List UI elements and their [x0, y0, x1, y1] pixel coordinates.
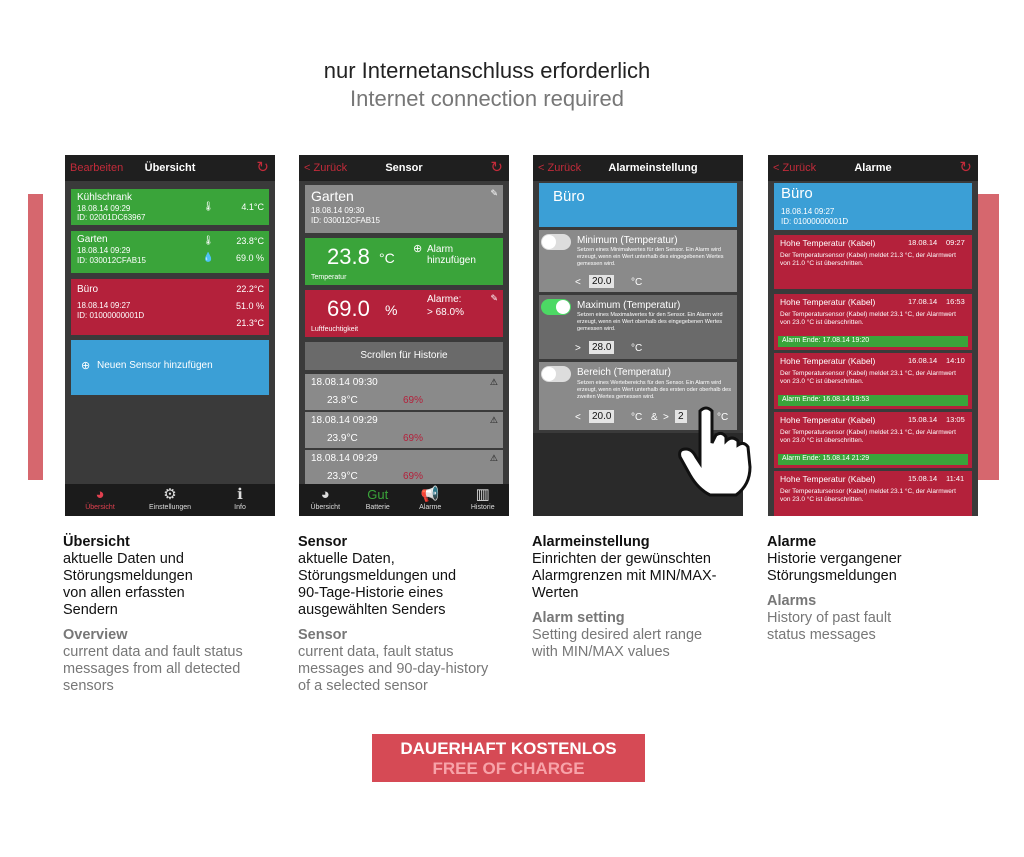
back-button[interactable]: < Zurück: [538, 162, 582, 174]
tab-overview[interactable]: [299, 484, 352, 516]
desc-overview: [63, 534, 283, 695]
sensor-card-garten[interactable]: [71, 231, 269, 273]
badge-de: DAUERHAFT KOSTENLOS: [400, 739, 617, 758]
sensor-header: [774, 183, 972, 230]
alarm-entry[interactable]: [774, 353, 972, 409]
alarm-date: 16.08.14: [908, 356, 938, 365]
gt-sign: >: [663, 412, 669, 423]
hum-unit: %: [385, 302, 398, 318]
sensor-name: Garten: [311, 188, 354, 204]
alarm-time: 14:10: [946, 356, 965, 365]
alarm-title: Hohe Temperatur (Kabel): [780, 415, 876, 425]
sensor-date: 18.08.14 09:27: [781, 207, 835, 216]
alarm-time: 09:27: [946, 238, 965, 247]
unit: °C: [631, 277, 643, 288]
setting-title: Minimum (Temperatur): [577, 235, 678, 246]
sensor-id: ID: 01000000001D: [77, 311, 145, 320]
alarm-end: Alarm Ende: 17.08.14 19:20: [778, 336, 968, 347]
alarm-entry[interactable]: [774, 294, 972, 350]
minimum-input[interactable]: 20.0: [589, 275, 614, 288]
history-hum: 69%: [403, 395, 424, 406]
alarm-value: > 68.0%: [427, 307, 464, 318]
alarm-end: Alarm Ende: 15.08.14 21:29: [778, 454, 968, 465]
desc-title-de: Alarmeinstellung: [532, 534, 650, 550]
desc-title-de: Sensor: [298, 534, 348, 550]
sensor-temp: 4.1°C: [241, 202, 264, 212]
megaphone-icon: 📢: [420, 486, 440, 503]
nav-title: Alarme: [854, 162, 892, 174]
tab-label: Übersicht: [310, 504, 341, 511]
history-hum: 69%: [403, 433, 424, 444]
history-date: 18.08.14 09:30: [311, 377, 378, 388]
nav-bar: [768, 155, 978, 181]
edit-button[interactable]: Bearbeiten: [70, 162, 124, 174]
temp-label: Temperatur: [311, 274, 347, 281]
warning-icon: ⚠: [489, 415, 498, 425]
desc-title-de: Übersicht: [63, 534, 130, 550]
alarm-message: Der Temperatursensor (Kabel) meldet 23.1 °C, der Alarmwert von 23.0 °C ist überschritten.: [780, 488, 956, 503]
desc-body-de: Historie vergangener Störungsmeldungen: [767, 551, 902, 584]
maximum-toggle[interactable]: [541, 299, 571, 315]
info-icon: ℹ: [237, 486, 243, 503]
warning-icon: ⚠: [489, 453, 498, 463]
alarm-end: Alarm Ende: 16.08.14 19:53: [778, 395, 968, 406]
tab-label: Alarme: [419, 504, 442, 511]
desc-body-de: aktuelle Daten, Störungsmeldungen und 90-Tage-Historie eines ausgewählten Senders: [298, 551, 457, 618]
sensor-id: ID: 01000000001D: [781, 217, 849, 226]
nav-title: Alarmeinstellung: [608, 162, 698, 174]
sensor-date: 18.08.14 09:29: [77, 246, 131, 255]
minimum-setting: [539, 230, 737, 292]
history-temp: 23.9°C: [327, 433, 358, 444]
phone-overview: [65, 155, 275, 516]
refresh-icon[interactable]: ↻: [490, 159, 503, 176]
gt-sign: >: [575, 343, 581, 354]
setting-title: Bereich (Temperatur): [577, 367, 671, 378]
desc-body-de: aktuelle Daten und Störungsmeldungen von allen erfassten Sendern: [63, 551, 193, 618]
desc-body-en: Setting desired alert range with MIN/MAX values: [532, 627, 703, 660]
history-row: [305, 374, 503, 410]
alarm-message: Der Temperatursensor (Kabel) meldet 23.1 °C, der Alarmwert von 23.0 °C ist überschritten.: [780, 370, 956, 385]
tab-bar: [299, 484, 509, 516]
lt-sign: <: [575, 277, 581, 288]
pointing-hand-icon: [676, 405, 762, 499]
temp-value: 23.8: [327, 244, 370, 269]
setting-desc: Setzen eines Maximalwertes für den Sensor. Ein Alarm wird erzeugt, wenn ein Wert oberhalb des eingegebenen Wertes gemessen wird.: [577, 312, 723, 332]
tab-alarms[interactable]: [404, 484, 457, 516]
sensor-name: Büro: [781, 185, 813, 202]
alarm-time: 16:53: [946, 297, 965, 306]
alarm-title: Hohe Temperatur (Kabel): [780, 356, 876, 366]
back-button[interactable]: < Zurück: [773, 162, 817, 174]
alarm-time: 13:05: [946, 415, 965, 424]
alarm-entry[interactable]: [774, 412, 972, 468]
desc-title-en: Overview: [63, 627, 128, 643]
desc-body-en: History of past fault status messages: [767, 610, 892, 643]
alarm-date: 17.08.14: [908, 297, 938, 306]
alarm-label: Alarme:: [427, 294, 462, 305]
hum-value: 69.0: [327, 296, 370, 321]
desc-body-en: current data, fault status messages and 90-day-history of a selected sensor: [298, 644, 489, 694]
desc-title-en: Alarms: [767, 593, 817, 609]
temperature-card[interactable]: [305, 238, 503, 285]
nav-title: Sensor: [385, 162, 423, 174]
unit: °C: [631, 412, 643, 423]
badge-en: FREE OF CHARGE: [432, 759, 585, 778]
warning-icon: ⚠: [489, 377, 498, 387]
alarm-message: Der Temperatursensor (Kabel) meldet 23.1 °C, der Alarmwert von 23.0 °C ist überschritten.: [780, 311, 956, 326]
sensor-hum: 51.0 %: [235, 301, 264, 311]
desc-sensor: [298, 534, 518, 695]
history-temp: 23.8°C: [327, 395, 358, 406]
history-hum: 69%: [403, 471, 424, 482]
unit: °C: [631, 343, 643, 354]
alarm-message: Der Temperatursensor (Kabel) meldet 21.3 °C, der Alarmwert von 21.0 °C ist überschritten.: [780, 252, 956, 267]
sensor-temp: 22.2°C: [236, 284, 264, 294]
setting-desc: Setzen eines Wertebereichs für den Sensor. Ein Alarm wird erzeugt, wenn ein Wert unterhalb des ersten oder oberhalb des zweiten Wertes gemessen wird.: [577, 380, 731, 400]
sensor-card-kuehlschrank[interactable]: [71, 189, 269, 225]
desc-body-de: Einrichten der gewünschten Alarmgrenzen mit MIN/MAX-Werten: [532, 551, 717, 601]
sensor-name: Büro: [553, 188, 585, 205]
humidity-card[interactable]: [305, 290, 503, 337]
phone-alarms: [768, 155, 978, 516]
desc-title-en: Alarm setting: [532, 610, 625, 626]
sensor-id: ID: 030012CFAB15: [77, 256, 146, 265]
headline-en: Internet connection required: [350, 86, 624, 111]
tab-settings[interactable]: [135, 484, 205, 516]
history-row: [305, 412, 503, 448]
sensor-id: ID: 030012CFAB15: [311, 216, 380, 225]
sensor-date: 18.08.14 09:30: [311, 206, 365, 215]
headline-de: nur Internetanschluss erforderlich: [323, 58, 651, 83]
sensor-name: Kühlschrank: [77, 192, 133, 203]
alarm-title: Hohe Temperatur (Kabel): [780, 474, 876, 484]
history-date: 18.08.14 09:29: [311, 453, 378, 464]
alarm-entry[interactable]: [774, 471, 972, 516]
sensor-date: 18.08.14 09:29: [77, 204, 131, 213]
desc-title-de: Alarme: [767, 534, 817, 550]
hum-label: Luftfeuchtigkeit: [311, 326, 359, 333]
nav-bar: [299, 155, 509, 181]
nav-bar: [65, 155, 275, 181]
sensor-date: 18.08.14 09:27: [77, 301, 131, 310]
phone-sensor: [299, 155, 509, 516]
desc-title-en: Sensor: [298, 627, 348, 643]
tab-info[interactable]: [205, 484, 275, 516]
tab-label: Einstellungen: [148, 504, 192, 511]
bar-chart-icon: ▥: [475, 486, 490, 503]
alarm-date: 15.08.14: [908, 474, 938, 483]
history-date: 18.08.14 09:29: [311, 415, 378, 426]
alarm-title: Hohe Temperatur (Kabel): [780, 238, 876, 248]
maximum-input[interactable]: 28.0: [589, 341, 614, 354]
plus-icon: ⊕: [81, 360, 91, 372]
tab-overview[interactable]: [65, 484, 135, 516]
gauge-icon: ◕: [320, 486, 330, 503]
thermometer-icon: 🌡: [202, 201, 214, 211]
desc-alarms: [767, 534, 987, 644]
desc-alarm-setting: [532, 534, 752, 661]
add-alarm-button[interactable]: Alarm hinzufügen: [427, 244, 476, 266]
temp-unit: °C: [379, 250, 395, 266]
desc-body-en: current data and fault status messages from all detected sensors: [63, 644, 243, 694]
edit-icon[interactable]: ✎: [490, 188, 498, 198]
alarm-title: Hohe Temperatur (Kabel): [780, 297, 876, 307]
sensor-header: [305, 185, 503, 233]
back-button[interactable]: < Zurück: [304, 162, 348, 174]
free-badge: [372, 734, 645, 782]
add-sensor-button[interactable]: [71, 340, 269, 395]
setting-title: Maximum (Temperatur): [577, 300, 681, 311]
gauge-icon: ◕: [95, 486, 105, 503]
history-temp: 23.9°C: [327, 471, 358, 482]
scroll-history-button[interactable]: Scrollen für Historie: [305, 342, 503, 370]
sensor-hum: 69.0 %: [235, 253, 264, 263]
alarm-message: Der Temperatursensor (Kabel) meldet 23.1 °C, der Alarmwert von 23.0 °C ist überschritten.: [780, 429, 956, 444]
battery-status: Gut: [367, 487, 389, 502]
sensor-id: ID: 02001DC63967: [77, 213, 146, 222]
nav-title: Übersicht: [144, 162, 196, 174]
alarm-time: 11:41: [946, 474, 965, 483]
nav-bar: [533, 155, 743, 181]
and-sign: &: [651, 412, 658, 423]
minimum-toggle[interactable]: [541, 234, 571, 250]
alarm-entry[interactable]: [774, 235, 972, 289]
maximum-setting: [539, 295, 737, 359]
range-toggle[interactable]: [541, 366, 571, 382]
refresh-icon[interactable]: ↻: [959, 159, 972, 176]
tab-label: Batterie: [365, 504, 390, 511]
tab-label: Übersicht: [85, 504, 115, 511]
tab-bar: [65, 484, 275, 516]
tab-label: Historie: [470, 504, 495, 511]
sensor-header: [539, 183, 737, 227]
range-max-input[interactable]: 2: [675, 410, 687, 423]
tab-battery[interactable]: [352, 484, 405, 516]
sensor-name: Büro: [77, 284, 99, 295]
range-min-input[interactable]: 20.0: [589, 410, 614, 423]
history-row: [305, 450, 503, 484]
alarm-date: 18.08.14: [908, 238, 938, 247]
unit: °C: [717, 412, 729, 423]
sensor-card-buero[interactable]: [71, 279, 269, 335]
sensor-temp2: 21.3°C: [236, 318, 264, 328]
setting-desc: Setzen eines Minimalwertes für den Sensor. Ein Alarm wird erzeugt, wenn ein Wert unterhalb des eingegebenen Wertes gemessen wird.: [577, 247, 724, 267]
tab-history[interactable]: [457, 484, 510, 516]
thermometer-icon: 🌡: [202, 235, 214, 245]
tab-label: Info: [234, 504, 246, 511]
refresh-icon[interactable]: ↻: [256, 159, 269, 176]
sensor-name: Garten: [77, 234, 108, 245]
gear-icon: ⚙: [163, 486, 177, 503]
drop-icon: 💧: [202, 252, 214, 262]
edit-icon[interactable]: ✎: [490, 293, 498, 303]
lt-sign: <: [575, 412, 581, 423]
alarm-date: 15.08.14: [908, 415, 938, 424]
sensor-temp: 23.8°C: [236, 236, 264, 246]
plus-icon: ⊕: [413, 243, 423, 255]
add-sensor-label: Neuen Sensor hinzufügen: [97, 360, 213, 371]
